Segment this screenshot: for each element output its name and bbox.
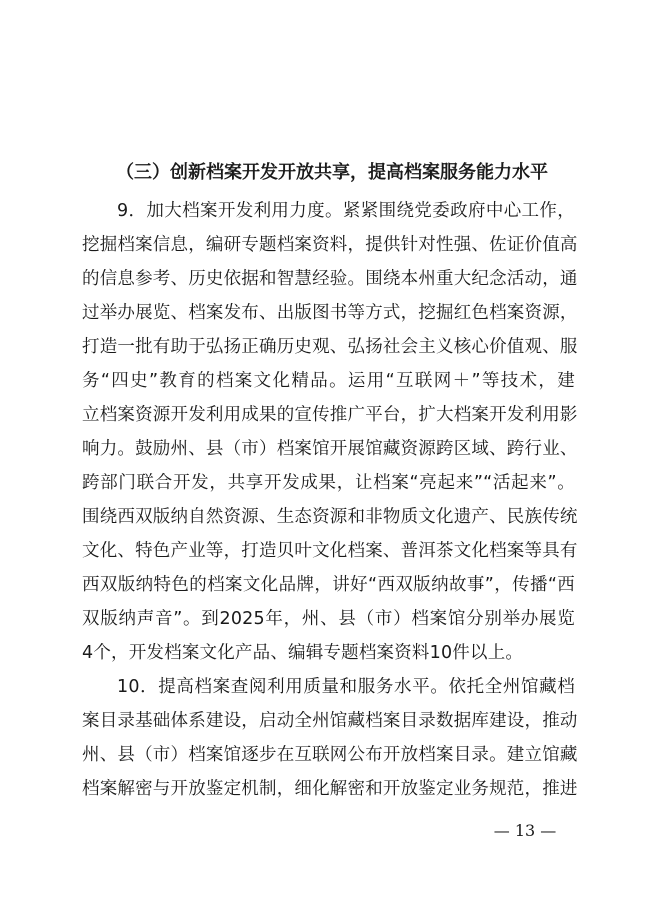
text-line: 10．提高档案查阅利用质量和服务水平。依托全州馆藏档 — [117, 677, 575, 697]
text-line: 立档案资源开发利用成果的宣传推广平台，扩大档案开发利用影 — [82, 405, 578, 425]
text-line: 9．加大档案开发利用力度。紧紧围绕党委政府中心工作， — [117, 201, 575, 221]
text-line: 的信息参考、历史依据和智慧经验。围绕本州重大纪念活动，通 — [82, 269, 578, 289]
text-line: 围绕西双版纳自然资源、生态资源和非物质文化遗产、民族传统 — [82, 507, 578, 527]
text-line: 挖掘档案信息，编研专题档案资料，提供针对性强、佐证价值高 — [82, 235, 578, 255]
text-line: 档案解密与开放鉴定机制，细化解密和开放鉴定业务规范，推进 — [82, 779, 578, 799]
section-heading: （三）创新档案开发开放共享，提高档案服务能力水平 — [116, 162, 548, 183]
text-line: 跨部门联合开发，共享开发成果，让档案“亮起来”“活起来”。 — [82, 473, 575, 493]
page-number: — 13 — — [493, 821, 557, 840]
text-line: 州、县（市）档案馆逐步在互联网公布开放档案目录。建立馆藏 — [82, 745, 578, 765]
text-line: 4个，开发档案文化产品、编辑专题档案资料10件以上。 — [82, 643, 524, 663]
text-line: 双版纳声音”。到2025年，州、县（市）档案馆分别举办展览 — [82, 609, 575, 629]
text-line: 案目录基础体系建设，启动全州馆藏档案目录数据库建设，推动 — [82, 711, 578, 731]
text-line: 西双版纳特色的档案文化品牌，讲好“西双版纳故事”，传播“西 — [82, 575, 575, 595]
text-line: 过举办展览、档案发布、出版图书等方式，挖掘红色档案资源， — [82, 303, 578, 323]
text-line: 务“四史”教育的档案文化精品。运用“互联网＋”等技术，建 — [82, 371, 575, 391]
text-line: 打造一批有助于弘扬正确历史观、弘扬社会主义核心价值观、服 — [82, 337, 578, 357]
text-line: 响力。鼓励州、县（市）档案馆开展馆藏资源跨区域、跨行业、 — [82, 439, 578, 459]
body-text — [82, 194, 578, 806]
paragraph-10 — [82, 670, 578, 806]
text-line: 文化、特色产业等，打造贝叶文化档案、普洱茶文化档案等具有 — [82, 541, 578, 561]
paragraph-9 — [82, 194, 578, 670]
